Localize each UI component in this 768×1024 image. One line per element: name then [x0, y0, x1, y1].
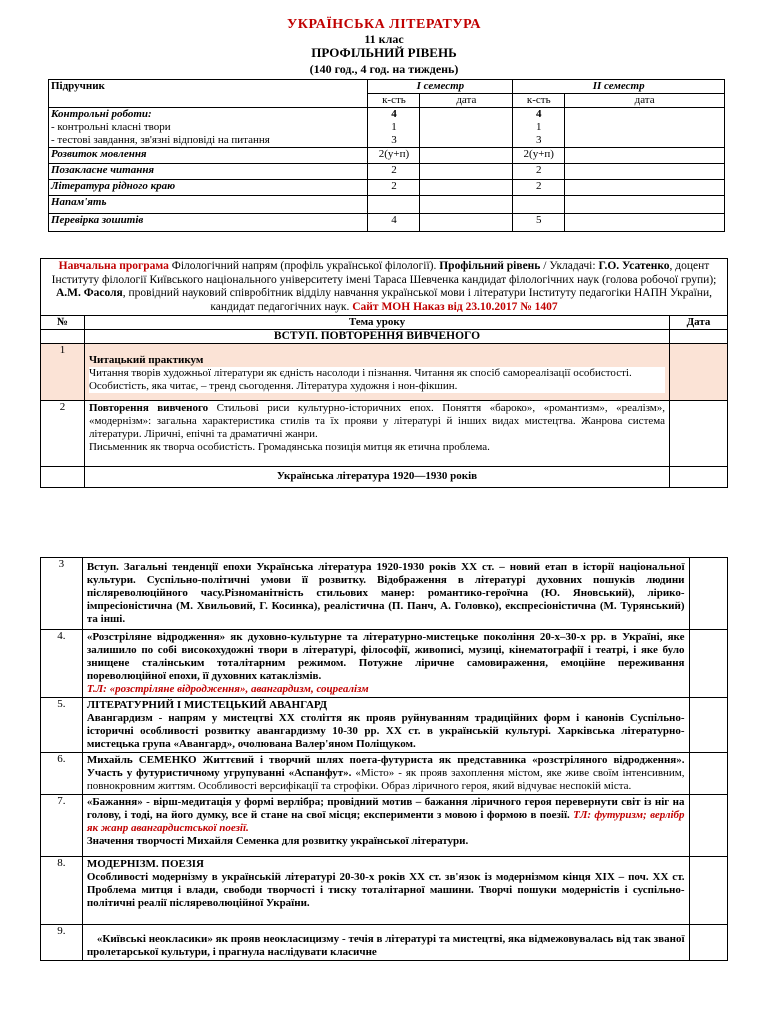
lesson-num: 4. [41, 630, 83, 698]
summary-label: Література рідного краю [49, 180, 368, 196]
summary-row [49, 164, 725, 180]
summary-s1 [368, 196, 420, 214]
lesson-title: МОДЕРНІЗМ. ПОЕЗІЯ [86, 858, 204, 870]
lesson-num: 6. [41, 753, 83, 795]
summary-s1: 2 [368, 164, 420, 180]
summary-label: Перевірка зошитів [49, 214, 368, 232]
summary-date-cell [420, 164, 513, 180]
summary-s1: 1 [368, 121, 420, 134]
lesson-text: Стильові риси культурно-історичних епох. Поняття «бароко», «романтизм», «реалізм», «модернізм»: загальна характеристика стилів та їх прояви у літературі й інших видах мистецтва. Жанрова система літератури. Ліричні, епічні та драматичні жанри. [88, 402, 666, 440]
summary-date-cell [565, 121, 725, 134]
summary-row [49, 196, 725, 214]
summary-label: Напам'ять [49, 196, 368, 214]
summary-s2: 2 [513, 180, 565, 196]
summary-row [49, 134, 725, 148]
lesson-row [41, 344, 728, 401]
lesson-num: 3 [41, 558, 83, 630]
lesson-topic [84, 401, 669, 467]
lesson-title: Михайль СЕМЕНКО Життєвий і творчий шлях поета-футуриста як представника «розстріляного відродження». Участь у футуристичному угрупуванні «Аспанфут». [86, 754, 685, 779]
summary-date-cell [420, 108, 513, 122]
lesson-topic [82, 857, 689, 925]
lesson-text: Особливості модернізму в українській літературі 20-30-х років ХХ ст. зв'язок із модернізмом кінця ХІХ – поч. ХХ ст. Проблема митця і влади, свободи творчості і тиску тоталітарної машини. Творчі пошуки модерністів і суспільно-політичні реалії післяреволюційної України. [86, 871, 685, 909]
section-row [41, 467, 728, 488]
summary-date-cell [565, 214, 725, 232]
lesson-date [670, 401, 728, 467]
summary-row [49, 108, 725, 122]
lesson-extra: Значення творчості Михайля Семенка для розвитку української літератури. [86, 835, 469, 847]
section-title: Українська література 1920—1930 років [84, 467, 669, 488]
lesson-terms: ТЛ: футуризм; верлібр як жанр авангардистської поезії. [86, 809, 685, 834]
section-num-cell [41, 330, 85, 344]
summary-s2: 2(у+п) [513, 148, 565, 164]
count-header: к-сть [368, 94, 420, 108]
summary-s2: 2 [513, 164, 565, 180]
summary-row [49, 121, 725, 134]
lesson-row [41, 925, 728, 961]
lesson-num: 8. [41, 857, 83, 925]
section-date-cell [670, 467, 728, 488]
summary-s1: 4 [368, 214, 420, 232]
count-header: к-сть [513, 94, 565, 108]
summary-date-cell [565, 108, 725, 122]
lesson-topic [82, 753, 689, 795]
summary-row [49, 214, 725, 232]
summary-date-cell [420, 180, 513, 196]
summary-table [48, 79, 725, 232]
lesson-date [689, 558, 727, 630]
lesson-date [689, 795, 727, 857]
lesson-table [40, 258, 728, 488]
program-text: , провідний науковий співробітник відділу навчання української мови і літератури Інституту педагогіки НАПН України, кандидат педагогічних наук. [122, 287, 713, 313]
lesson-num: 7. [41, 795, 83, 857]
program-text: Філологічний напрям (профіль української філології). [168, 260, 440, 272]
summary-s1: 4 [368, 108, 420, 122]
section-title: ВСТУП. ПОВТОРЕННЯ ВИВЧЕНОГО [84, 330, 669, 344]
lesson-date [689, 925, 727, 961]
program-order: Сайт МОН Наказ від 23.10.2017 № 1407 [352, 300, 558, 313]
summary-date-cell [565, 180, 725, 196]
summary-date-cell [420, 134, 513, 148]
semester2-header: ІІ семестр [513, 80, 725, 94]
lesson-num: 1 [41, 344, 85, 401]
program-row [41, 259, 728, 316]
summary-label: - контрольні класні твори [49, 121, 368, 134]
summary-date-cell [565, 164, 725, 180]
summary-date-cell [565, 148, 725, 164]
summary-label: Контрольні роботи: [49, 108, 368, 122]
summary-s2: 1 [513, 121, 565, 134]
summary-label: - тестові завдання, зв'язні відповіді на питання [49, 134, 368, 148]
section-row [41, 330, 728, 344]
summary-label: Розвиток мовлення [49, 148, 368, 164]
topic-header: Тема уроку [84, 316, 669, 330]
program-info [41, 259, 728, 316]
summary-row [49, 148, 725, 164]
section-date-cell [670, 330, 728, 344]
semester1-header: І семестр [368, 80, 513, 94]
lesson-topic: Вступ. Загальні тенденції епохи Українська література 1920-1930 років ХХ ст. – новий етап в історії національної культури. Суспільно-політичні умови її розвитку. Відображення в літературі духовних пошуків людини післяреволюційного часу.Різноманітність стильових манер: романтико-героїчна (Ю. Яновський), лірико-імпресіоністична (М. Хвильовий, Г. Косинка), реалістична (П. Панч, А. Головко), експресіоністична (М. Турянський) та інші. [82, 558, 689, 630]
summary-label: Позакласне читання [49, 164, 368, 180]
summary-header-row [49, 80, 725, 94]
summary-s1: 2(у+п) [368, 148, 420, 164]
section-num-cell [41, 467, 85, 488]
summary-s2: 5 [513, 214, 565, 232]
lesson-topic [82, 795, 689, 857]
lesson-row [41, 857, 728, 925]
summary-date-cell [565, 196, 725, 214]
lesson-title: ЛІТЕРАТУРНИЙ І МИСТЕЦЬКИЙ АВАНГАРД [86, 699, 328, 711]
summary-row [49, 180, 725, 196]
summary-s2: 4 [513, 108, 565, 122]
lesson-row [41, 558, 728, 630]
level-label: ПРОФІЛЬНИЙ РІВЕНЬ [311, 45, 457, 60]
lesson-date [670, 344, 728, 401]
lesson-topic [84, 344, 669, 401]
summary-date-cell [420, 196, 513, 214]
grade-label: 11 клас [364, 32, 404, 46]
lesson-date [689, 753, 727, 795]
lesson-text: «Розстріляне відродження» як духовно-культурне та літературно-мистецьке покоління 20-х–30-х рр. в Україні, яке залишило по собі високохудожні твори в літературі, філософії, живописі, музиці, кінематографії і театрі, і яке було знищене сталінським тоталітарним режимом. Потужне ліричне самовираження, емоційне переживання пореволюційної епохи, її духовних катаклізмів. [86, 631, 685, 682]
program-text: / Укладачі: [540, 260, 599, 272]
lesson-text-2: Письменник як творча особистість. Громадянська позиція митця як етична проблема. [88, 441, 490, 453]
summary-date-cell [420, 214, 513, 232]
textbook-header: Підручник [49, 80, 368, 108]
lesson-date [689, 698, 727, 753]
program-text: , доцент Інституту філології Київського національного університету імені Тараса Шевченка кандидат філологічних наук (голова робочої групи); [51, 260, 717, 286]
lesson-table-2 [40, 557, 728, 961]
lesson-text: Авангардизм - напрям у мистецтві ХХ століття як прояв руйнуванням традиційних форм і канонів Суспільно-історичні особливості розвитку авангардизму 10-30 рр. ХХ ст. в українській культурі. Харківська літературно-мистецька група «Авангард», очолювана Валер'яном Поліщуком. [86, 712, 685, 750]
lesson-num: 9. [41, 925, 83, 961]
summary-date-cell [565, 134, 725, 148]
date-header: Дата [670, 316, 728, 330]
lesson-text: Читання творів художньої літератури як єдність насолоди і пізнання. Читання як спосіб самореалізації особистості. Особистість, яка читає, – тренд сьогодення. Література художня і нон-фікшин. [89, 367, 665, 393]
lesson-num: 2 [41, 401, 85, 467]
hours-label: (140 год., 4 год. на тиждень) [309, 62, 459, 76]
lesson-num: 5. [41, 698, 83, 753]
program-author: Г.О. Усатенко [598, 260, 670, 272]
lesson-row [41, 795, 728, 857]
lesson-row [41, 698, 728, 753]
summary-date-cell [420, 148, 513, 164]
lesson-row [41, 753, 728, 795]
lesson-text: «Місто» - як прояв захоплення містом, яке живе своїм інтенсивним, повнокровним життям. Особливості версифікації та строфіки. Образ ліричного героя, який відчуває неспокій міста. [86, 767, 685, 792]
lesson-terms: Т.Л: «розстріляне відродження», авангардизм, соцреалізм [86, 683, 369, 695]
lesson-topic [82, 630, 689, 698]
num-header: № [41, 316, 85, 330]
lesson-topic [82, 698, 689, 753]
lesson-text: «Бажання» - вірш-медитація у формі верлібра; провідний мотив – бажання ліричного героя перевернути світ із ніг на голову, і тоді, на його думку, все й стане на свої місця; експерименти з мовою і формою в поезії. [86, 796, 685, 821]
summary-s1: 2 [368, 180, 420, 196]
lesson-date [689, 630, 727, 698]
lesson-title: Читацький практикум [88, 354, 204, 366]
lesson-row [41, 401, 728, 467]
date-header: дата [565, 94, 725, 108]
lesson-topic: «Київські неокласики» як прояв неокласицизму - течія в літературі та мистецтві, яка відмежовувалась від так званої пролетарської культури, і прагнула наслідувати класичне [82, 925, 689, 961]
program-level: Профільний рівень [439, 260, 541, 272]
program-author: А.М. Фасоля [55, 287, 123, 299]
page-title: УКРАЇНСЬКА ЛІТЕРАТУРА [287, 17, 481, 32]
program-label: Навчальна програма [58, 260, 169, 272]
lesson-row [41, 630, 728, 698]
lesson-title: Повторення вивченого [88, 402, 209, 414]
summary-s1: 3 [368, 134, 420, 148]
date-header: дата [420, 94, 513, 108]
lesson-date [689, 857, 727, 925]
summary-date-cell [420, 121, 513, 134]
lesson-header-row [41, 316, 728, 330]
summary-s2 [513, 196, 565, 214]
summary-s2: 3 [513, 134, 565, 148]
